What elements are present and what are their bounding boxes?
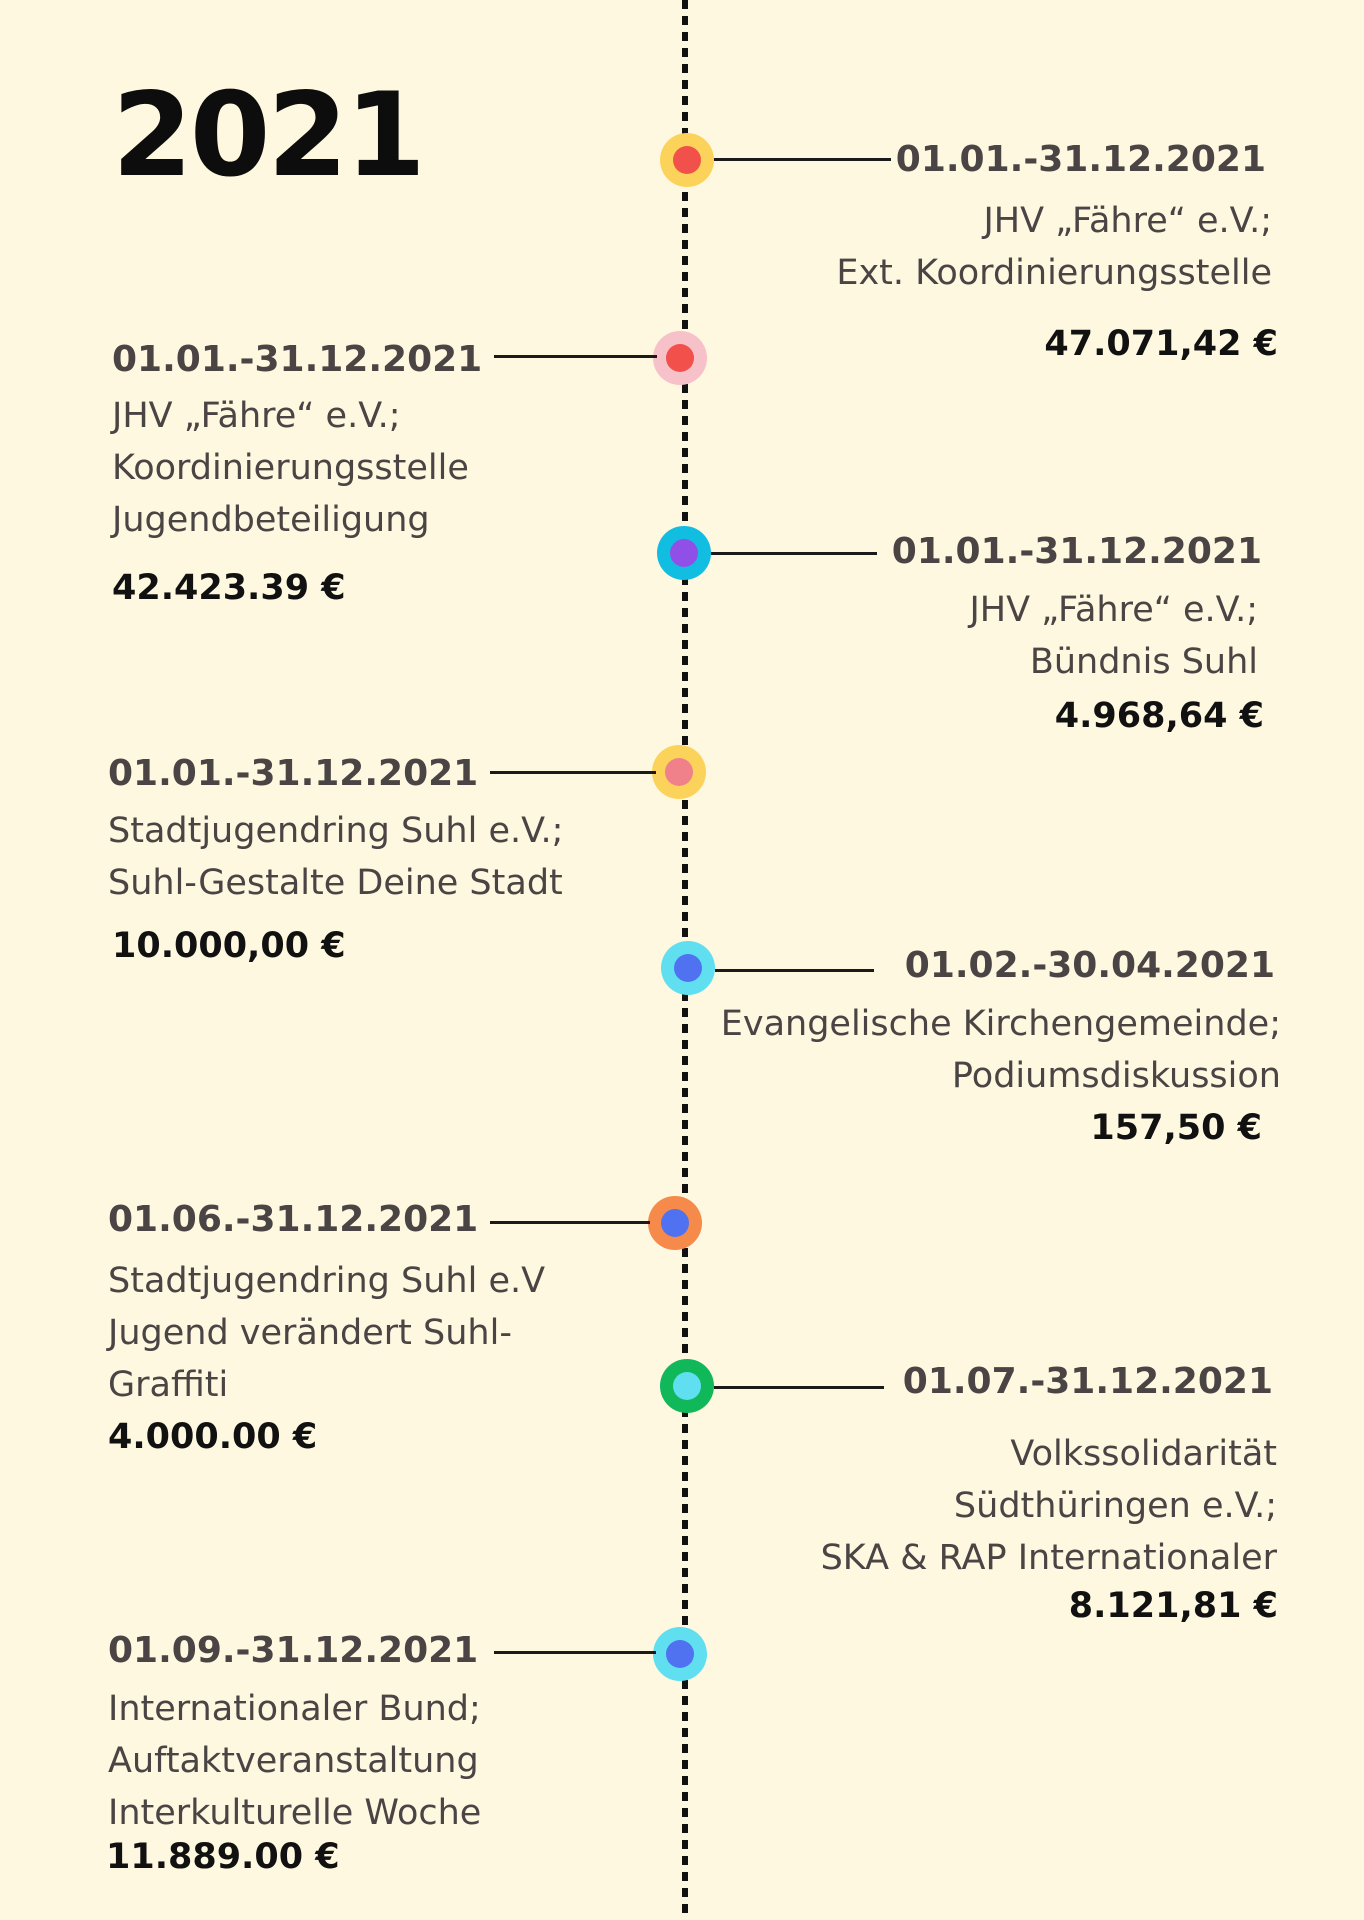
timeline-marker-3	[657, 526, 711, 580]
connector-line-8	[494, 1651, 656, 1654]
timeline-entry-8	[108, 1629, 481, 1879]
timeline-marker-1	[660, 133, 714, 187]
connector-line-3	[711, 552, 877, 555]
timeline-marker-7-center	[673, 1372, 701, 1400]
entry-date: 01.02.-30.04.2021	[904, 945, 1275, 986]
entry-description: JHV „Fähre“ e.V.; Bündnis Suhl	[969, 590, 1258, 682]
entry-description: Stadtjugendring Suhl e.V Jugend verändert Suhl- Graffiti	[108, 1261, 546, 1405]
entry-amount: 47.071,42 €	[1044, 324, 1278, 364]
timeline-marker-5-center	[674, 954, 702, 982]
entry-description: Evangelische Kirchengemeinde; Podiumsdiskussion	[720, 1004, 1281, 1096]
entry-date: 01.01.-31.12.2021	[108, 753, 479, 794]
timeline-entry-7	[820, 1360, 1278, 1628]
year-title: 2021	[112, 68, 423, 203]
entry-amount: 42.423.39 €	[112, 568, 346, 608]
timeline-entry-1	[836, 138, 1278, 366]
entry-description: JHV „Fähre“ e.V.; Ext. Koordinierungsstelle	[836, 201, 1272, 293]
entry-date: 01.07.-31.12.2021	[902, 1361, 1273, 1402]
entry-description: Internationaler Bund; Auftaktveranstaltung Interkulturelle Woche	[108, 1689, 482, 1833]
entry-amount: 11.889.00 €	[106, 1837, 340, 1877]
timeline-marker-4	[652, 745, 706, 799]
timeline-marker-5	[661, 941, 715, 995]
timeline-marker-2	[653, 331, 707, 385]
timeline-entry-2	[112, 338, 482, 610]
entry-amount: 8.121,81 €	[1068, 1586, 1278, 1626]
timeline-marker-3-center	[670, 539, 698, 567]
timeline-marker-2-center	[666, 344, 694, 372]
entry-date: 01.01.-31.12.2021	[112, 339, 483, 380]
entry-description: JHV „Fähre“ e.V.; Koordinierungsstelle Jugendbeteiligung	[112, 396, 469, 540]
timeline-entry-5	[720, 944, 1281, 1150]
entry-amount: 157,50 €	[1090, 1108, 1262, 1148]
timeline-marker-1-center	[673, 146, 701, 174]
entry-date: 01.06.-31.12.2021	[108, 1199, 479, 1240]
entry-description: Volkssolidarität Südthüringen e.V.; SKA & RAP Internationaler	[820, 1434, 1277, 1578]
timeline-marker-7	[660, 1359, 714, 1413]
entry-amount: 4.968,64 €	[1054, 696, 1264, 736]
timeline-entry-4	[108, 752, 563, 968]
entry-date: 01.09.-31.12.2021	[108, 1630, 479, 1671]
timeline-marker-4-center	[665, 758, 693, 786]
entry-date: 01.01.-31.12.2021	[891, 531, 1262, 572]
timeline-marker-8-center	[666, 1640, 694, 1668]
entry-amount: 10.000,00 €	[112, 926, 346, 966]
timeline-entry-6	[108, 1198, 545, 1459]
entry-description: Stadtjugendring Suhl e.V.; Suhl-Gestalte Deine Stadt	[108, 811, 564, 903]
entry-date: 01.01.-31.12.2021	[895, 139, 1266, 180]
entry-amount: 4.000.00 €	[108, 1417, 318, 1457]
timeline-marker-6-center	[661, 1209, 689, 1237]
connector-line-2	[494, 355, 657, 358]
timeline-entry-3	[892, 530, 1262, 738]
timeline-marker-8	[653, 1627, 707, 1681]
timeline-marker-6	[648, 1196, 702, 1250]
